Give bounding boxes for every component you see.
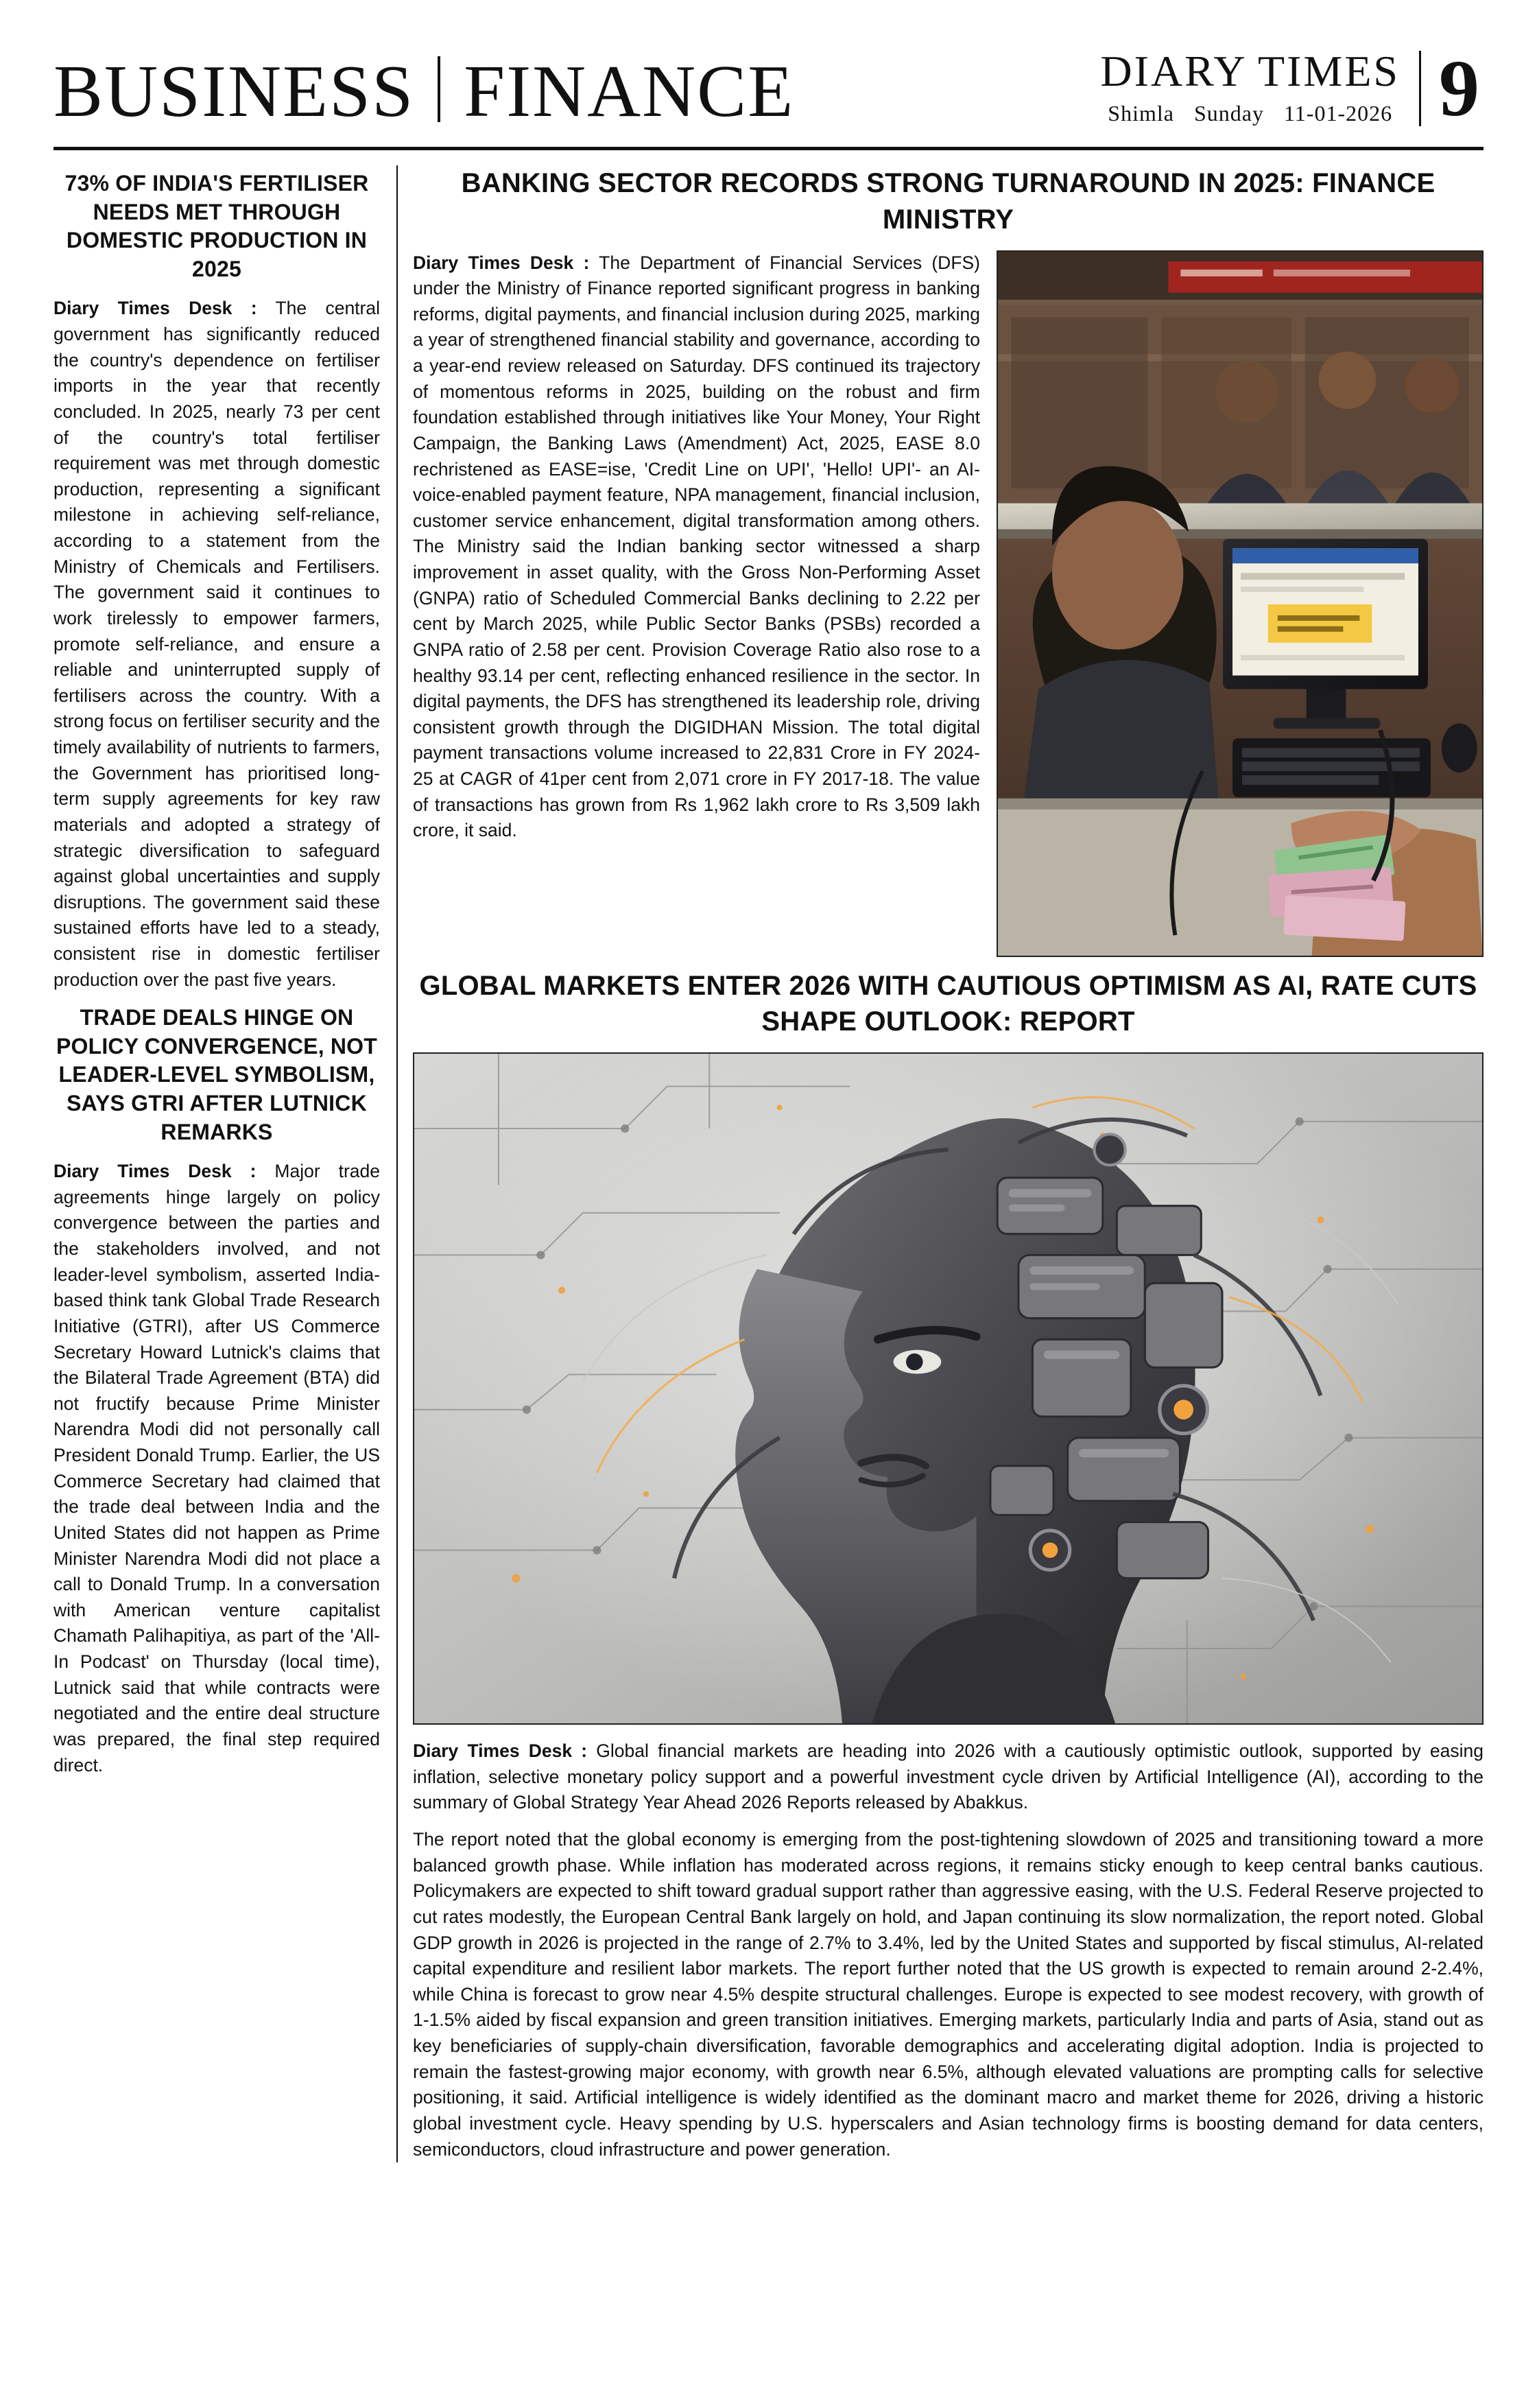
article-trade-body — [53, 1159, 380, 1778]
article-global-body-2: The report noted that the global economy is emerging from the post-tightening slowdown of 2025 and transitioning toward a more balanced growth phase. While inflation has moderated across regions, it remains sticky enough to keep central banks cautious. Policymakers are expected to shift toward gradual support rather than aggressive easing, with the U.S. Federal Reserve projected to cut rates modestly, the European Central Bank largely on hold, and Japan continuing its slow normalization, the report noted. Global GDP growth in 2026 is projected in the range of 2.7% to 3.4%, led by the United States and supported by fiscal stimulus, AI-related capital expenditure and resilient labor markets. The report further noted that the US growth is expected to remain around 2-2.4%, while China is forecast to grow near 4.5% despite structural challenges. Europe is expected to see modest recovery, with growth of 1-1.5% aided by fiscal expansion and green transition initiatives. Emerging markets, particularly India and parts of Asia, stand out as key beneficiaries of supply-chain diversification, favorable demographics and accelerating digital adoption. India is projected to remain the fastest-growing major economy, with growth near 6.5%, although elevated valuations are prompting calls for selective positioning, it said. Artificial intelligence is widely identified as the dominant macro and market theme for 2026, driving a historic global investment cycle. Heavy spending by U.S. hyperscalers and Asian technology firms is boosting demand for data centers, semiconductors, cloud infrastructure and power generation. — [413, 1829, 1484, 2160]
headline-banking-sector: BANKING SECTOR RECORDS STRONG TURNAROUND IN 2025: FINANCE MINISTRY — [461, 168, 1435, 235]
dateline-place: Shimla — [1108, 101, 1174, 126]
dateline-day: Sunday — [1193, 101, 1264, 126]
page-content — [53, 165, 1484, 2162]
bank-branch-counter-photo — [997, 250, 1484, 957]
banking-article-text-wrap — [413, 250, 980, 855]
ai-photo-graphic — [414, 1054, 1482, 1723]
article-banking-body — [413, 250, 980, 844]
masthead-divider — [438, 56, 440, 122]
section-title — [53, 51, 795, 132]
column-separator — [396, 165, 398, 2162]
section-title-finance: FINANCE — [464, 51, 795, 132]
dateline-date: 11-01-2026 — [1283, 101, 1393, 126]
byline-trade: Diary Times Desk : — [53, 1161, 257, 1182]
masthead-vertical-rule — [1419, 51, 1421, 126]
article-fertiliser-body — [53, 296, 380, 993]
headline-fertiliser: 73% OF INDIA'S FERTILISER NEEDS MET THROUGH DOMESTIC PRODUCTION IN 2025 — [64, 171, 369, 281]
ai-robot-head-illustration — [413, 1052, 1484, 1725]
dateline — [1100, 101, 1400, 126]
brand-box — [1100, 48, 1419, 129]
masthead-rule — [53, 147, 1484, 150]
left-column — [53, 165, 396, 1789]
headline-global-markets: GLOBAL MARKETS ENTER 2026 WITH CAUTIOUS OPTIMISM AS AI, RATE CUTS SHAPE OUTLOOK: REPORT — [419, 970, 1477, 1037]
byline-fertiliser: Diary Times Desk : — [53, 298, 257, 319]
article-fertiliser-text: The central government has significantly reduced the country's dependence on fertiliser imports in the year that recently concluded. In 2025, nearly 73 per cent of the country's total fertiliser requirement was met through domestic production, representing a significant milestone in achieving self-reliance, according to a statement from the Ministry of Chemicals and Fertilisers. The government said it continues to work tirelessly to empower farmers, promote self-reliance, and ensure a reliable and uninterrupted supply of fertilisers across the country. With a strong focus on fertiliser security and the timely availability of nutrients to farmers, the Government has prioritised long-term supply agreements for key raw materials and adopted a strategy of strategic diversification to safeguard against global uncertainties and supply disruptions. The government said these sustained efforts have led to a steady, consistent rise in domestic fertiliser production over the past five years. — [53, 298, 380, 990]
byline-global: Diary Times Desk : — [413, 1740, 588, 1762]
article-global-text-1: Global financial markets are heading into 2026 with a cautiously optimistic outlook, supported by easing inflation, selective monetary policy support and a powerful investment cycle driven by Artificial Intelligence (AI), according to the summary of Global Strategy Year Ahead 2026 Reports released by Abakkus. — [413, 1740, 1484, 1813]
masthead-brand-block — [1100, 43, 1484, 133]
article-banking-text: The Department of Financial Services (DFS) under the Ministry of Finance reported significant progress in banking reforms, digital payments, and financial inclusion during 2025, marking a year of strengthened financial stability and governance, according to a year-end review released on Saturday. DFS continued its trajectory of momentous reforms in 2025, building on the robust and firm foundation established through initiatives like Your Money, Your Right Campaign, the Banking Laws (Amendment) Act, 2025, EASE 8.0 rechristened as EASE=ise, 'Credit Line on UPI', 'Hello! UPI'- an AI-voice-enabled payment feature, NPA management, financial inclusion, customer service enhancement, digital transformation among others. The Ministry said the Indian banking sector witnessed a sharp improvement in asset quality, with the Gross Non-Performing Asset (GNPA) ratio of Scheduled Commercial Banks declining to 2.22 per cent by March 2025, while Public Sector Banks (PSBs) recorded a GNPA ratio of 2.58 per cent. Provision Coverage Ratio also rose to a healthy 93.14 per cent, reflecting enhanced resilience in the sector. In digital payments, the DFS has strengthened its leadership role, driving consistent growth through the DIGIDHAN Mission. The total digital payment transactions volume increased to 22,831 Crore in FY 2024-25 at CAGR of 41per cent from 2,071 crore in FY 2017-18. The value of transactions has grown from Rs 1,962 lakh crore to Rs 3,509 lakh crore, it said. — [413, 252, 981, 841]
masthead — [53, 43, 1484, 147]
section-title-business: BUSINESS — [53, 51, 415, 132]
banking-article-block — [413, 250, 1484, 957]
brand-name: DIARY TIMES — [1100, 47, 1400, 95]
page-number: 9 — [1439, 43, 1479, 133]
bank-photo-graphic — [998, 252, 1482, 956]
byline-banking: Diary Times Desk : — [413, 252, 590, 273]
article-global-body-1 — [413, 1738, 1484, 1816]
right-column — [413, 165, 1484, 2162]
headline-trade-deals: TRADE DEALS HINGE ON POLICY CONVERGENCE, NOT LEADER-LEVEL SYMBOLISM, SAYS GTRI AFTER LUTNICK REMARKS — [56, 1005, 378, 1144]
article-trade-text: Major trade agreements hinge largely on policy convergence between the parties and the stakeholders involved, and not leader-level symbolism, asserted India-based think tank Global Trade Research Initiative (GTRI), after US Commerce Secretary Howard Lutnick's claims that the Bilateral Trade Agreement (BTA) did not fructify because Prime Minister Narendra Modi did not personally call President Donald Trump. Earlier, the US Commerce Secretary had claimed that the trade deal between India and the United States did not happen as Prime Minister Narendra Modi did not place a call to Donald Trump. In a conversation with American venture capitalist Chamath Palihapitiya, as part of the 'All-In Podcast' on Thursday (local time), Lutnick said that while contracts were negotiated and the entire deal structure was prepared, the final step required direct. — [53, 1161, 380, 1775]
